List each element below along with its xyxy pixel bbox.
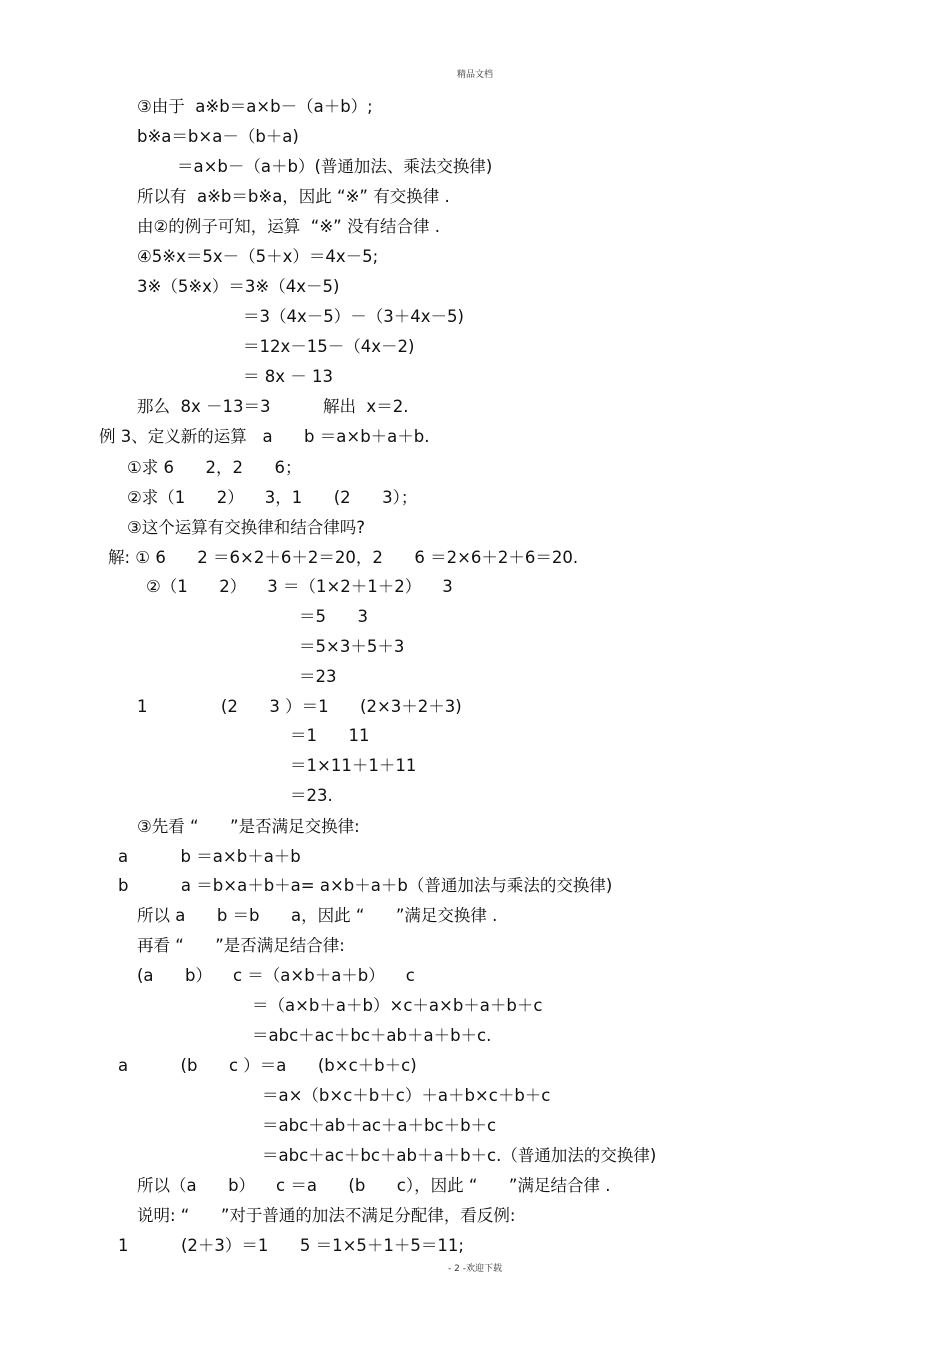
page-header: 精品文档: [456, 70, 493, 80]
text-line: ①求 6 2，2 6；: [127, 458, 302, 477]
text-line: 再看 “ ”是否满足结合律:: [137, 936, 345, 955]
text-line: ＝abc＋ac＋bc＋ab＋a＋b＋c.（普通加法的交换律): [262, 1146, 657, 1165]
text-line: a b ＝a×b＋a＋b: [118, 847, 301, 866]
text-line: 解: ① 6 2 ＝6×2＋6＋2＝20，2 6 ＝2×6＋2＋6＝20.: [108, 548, 579, 567]
example-heading: 例 3、定义新的运算 a b ＝a×b＋a＋b.: [99, 427, 430, 446]
text-line: 所以有 a※b＝b※a，因此 “※” 有交换律 .: [137, 187, 450, 206]
text-line: 所以 a b ＝b a，因此 “ ”满足交换律 .: [137, 906, 498, 925]
text-line: ②求（1 2） 3，1 (2 3）；: [127, 488, 418, 507]
text-line: (a b） c ＝（a×b＋a＋b） c: [137, 966, 415, 985]
text-line: b※a＝b×a－（b＋a): [137, 127, 299, 146]
text-line: ③先看 “ ”是否满足交换律:: [137, 817, 360, 836]
text-line: 由②的例子可知，运算 “※” 没有结合律 .: [137, 217, 440, 236]
text-line: 1 (2＋3）＝1 5 ＝1×5＋1＋5＝11;: [118, 1236, 464, 1255]
text-line: ＝5 3: [299, 607, 368, 626]
text-line: ＝1 11: [290, 726, 370, 745]
page-footer: - 2 -欢迎下载: [448, 1264, 502, 1274]
text-line: a (b c ）＝a (b×c＋b＋c): [118, 1056, 417, 1075]
text-line: 说明: “ ”对于普通的加法不满足分配律，看反例:: [137, 1206, 516, 1225]
text-line: 3※（5※x）＝3※（4x－5): [137, 277, 340, 296]
text-line: ③由于 a※b＝a×b－（a＋b）;: [137, 97, 373, 116]
text-line: ③这个运算有交换律和结合律吗?: [127, 518, 366, 537]
text-line: ＝ 8x － 13: [243, 367, 333, 386]
text-line: b a ＝b×a＋b＋a= a×b＋a＋b（普通加法与乘法的交换律): [118, 876, 613, 895]
text-line: ＝1×11＋1＋11: [290, 756, 417, 775]
text-line: 所以（a b） c ＝a (b c），因此 “ ”满足结合律 .: [137, 1176, 611, 1195]
text-line: ＝abc＋ac＋bc＋ab＋a＋b＋c.: [252, 1026, 492, 1045]
text-line: ＝a×（b×c＋b＋c）＋a＋b×c＋b＋c: [262, 1086, 551, 1105]
text-line: 那么 8x －13＝3 解出 x＝2.: [137, 397, 409, 416]
text-line: ④5※x＝5x－（5＋x）＝4x－5;: [137, 247, 379, 266]
text-line: 1 (2 3 ）＝1 (2×3＋2＋3): [137, 697, 462, 716]
text-line: ＝a×b－（a＋b）(普通加法、乘法交换律): [177, 157, 493, 176]
text-line: ＝（a×b＋a＋b）×c＋a×b＋a＋b＋c: [252, 996, 543, 1015]
text-line: ＝23.: [290, 786, 333, 805]
text-line: ＝abc＋ab＋ac＋a＋bc＋b＋c: [262, 1116, 497, 1135]
text-line: ＝23: [299, 667, 337, 686]
text-line: ＝3（4x－5）－（3＋4x－5): [243, 307, 464, 326]
text-line: ＝12x－15－（4x－2): [243, 337, 415, 356]
text-line: ＝5×3＋5＋3: [299, 637, 405, 656]
text-line: ②（1 2） 3 ＝（1×2＋1＋2） 3: [146, 577, 453, 596]
